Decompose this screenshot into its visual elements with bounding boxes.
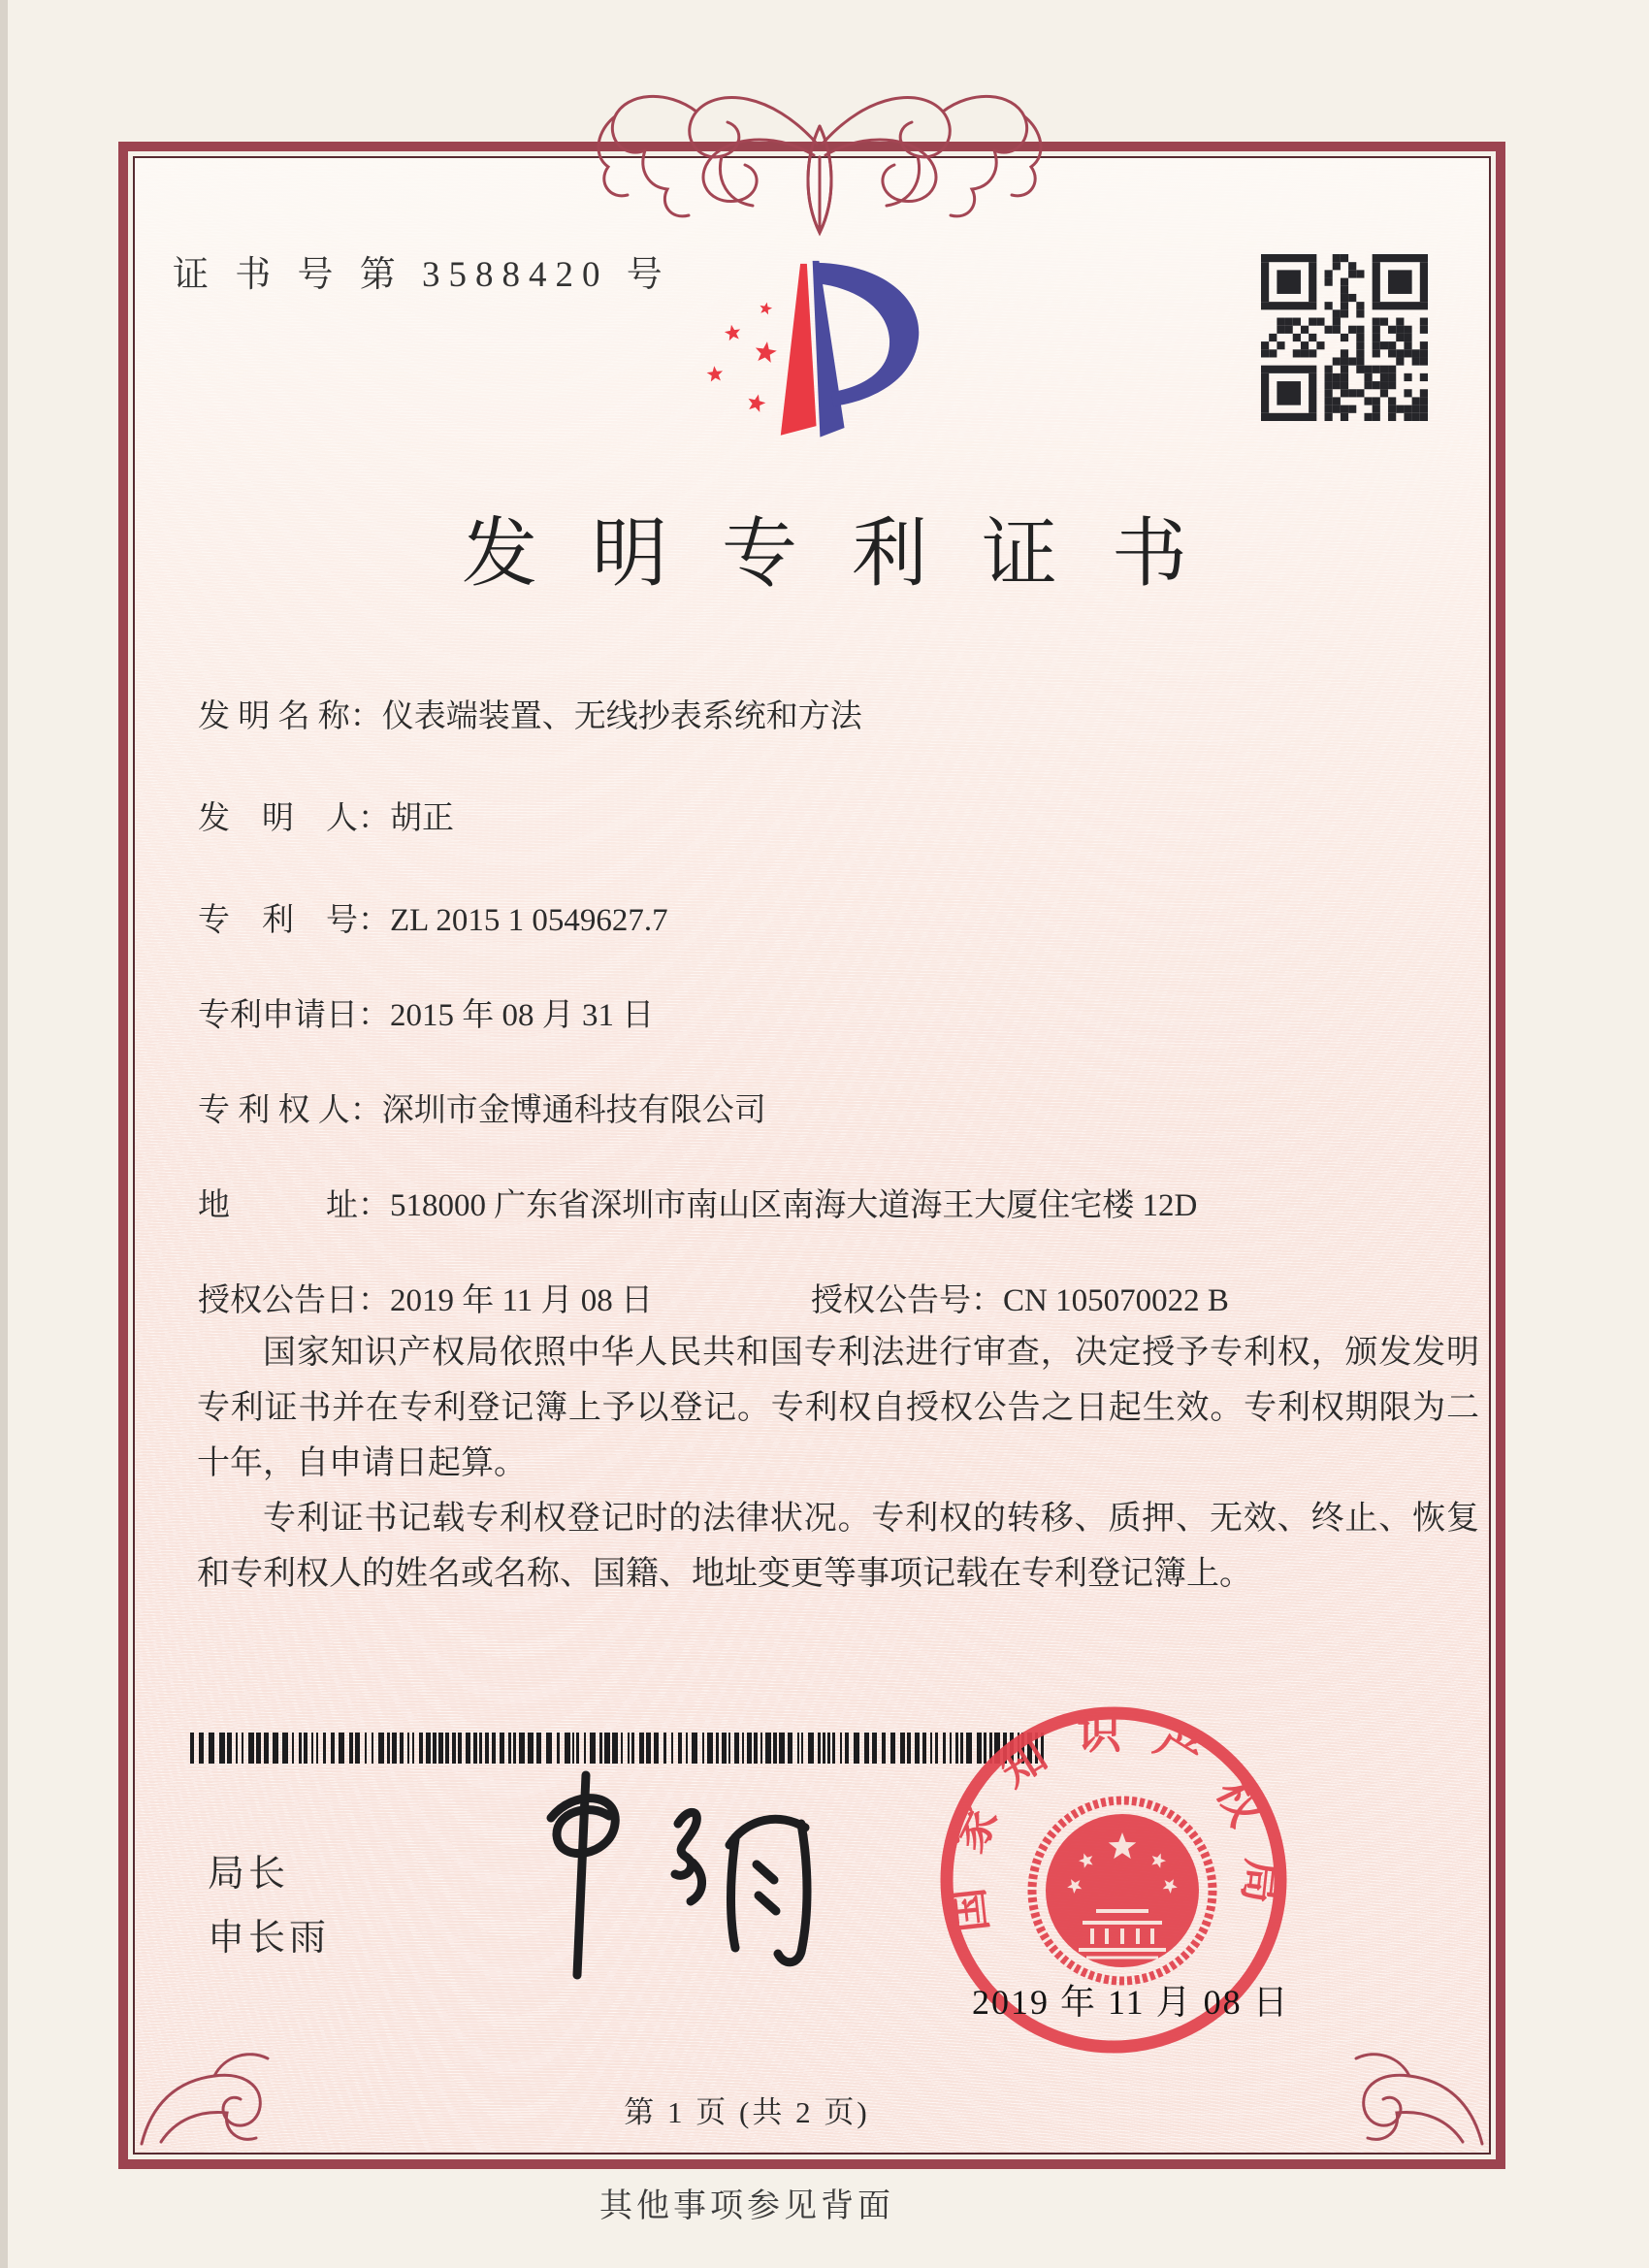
field-row-inventor [198,793,454,838]
logo-red-wedge [781,264,817,436]
field-value: 518000 广东省深圳市南山区南海大道海王大厦住宅楼 12D [390,1188,1198,1223]
field-value: 仪表端装置、无线抄表系统和方法 [381,699,862,734]
field-label: 发 明 名 称： [198,699,382,734]
field-value: CN 105070022 B [1003,1283,1229,1318]
field-row-patentee [198,1085,766,1130]
field-row-address [198,1180,1197,1225]
barcode-icon [190,1733,1051,1764]
field-row-patent-number [198,894,668,940]
field-value: 胡正 [390,801,454,836]
certificate-title [0,493,1649,601]
field-row-grant-number [811,1275,1229,1320]
field-value: 深圳市金博通科技有限公司 [381,1093,766,1128]
seal-ring-text: 国家知识产权局 [938,1708,1289,1935]
page-indicator: 第 1 页 (共 2 页) [624,2095,870,2129]
field-label: 专利申请日： [198,998,390,1033]
legal-paragraph-2: 专利证书记载专利权登记时的法律状况。专利权的转移、质押、无效、终止、恢复和专利权人的姓名或名称、国籍、地址变更等事项记载在专利登记簿上。 [197,1501,1479,1592]
field-label: 授权公告号： [811,1283,1003,1318]
field-label: 授权公告日： [198,1283,390,1318]
field-row-filing-date [198,989,654,1035]
national-emblem-icon [1032,1800,1212,1981]
cnipa-logo-icon [691,239,972,476]
director-signature-icon [438,1767,838,1989]
field-label: 专 利 权 人： [198,1093,382,1128]
field-label: 地 址： [198,1188,390,1223]
field-label: 专 利 号： [198,903,390,938]
certificate-title-text: 发明专利证书 [461,511,1242,596]
director-name: 申长雨 [208,1918,331,1959]
legal-text [197,1325,1479,1602]
field-row-grant-date [198,1275,653,1320]
field-value: 2019 年 11 月 08 日 [390,1283,654,1318]
director-title: 局长 [208,1854,290,1895]
legal-paragraph-1: 国家知识产权局依照中华人民共和国专利法进行审查，决定授予专利权，颁发发明专利证书并在专利登记簿上予以登记。专利权自授权公告之日起生效。专利权期限为二十年，自申请日起算。 [197,1335,1479,1481]
certificate-number: 证 书 号 第 3588420 号 [173,255,671,295]
field-value: 2015 年 08 月 31 日 [390,998,655,1033]
field-label: 发 明 人： [198,801,390,836]
scan-edge-artifact [0,0,8,2268]
back-note: 其他事项参见背面 [599,2188,894,2224]
qr-code-icon [1261,254,1428,421]
field-value: ZL 2015 1 0549627.7 [390,903,668,938]
seal-date: 2019 年 11 月 08 日 [972,1983,1290,2022]
field-row-invention-name [198,691,862,736]
